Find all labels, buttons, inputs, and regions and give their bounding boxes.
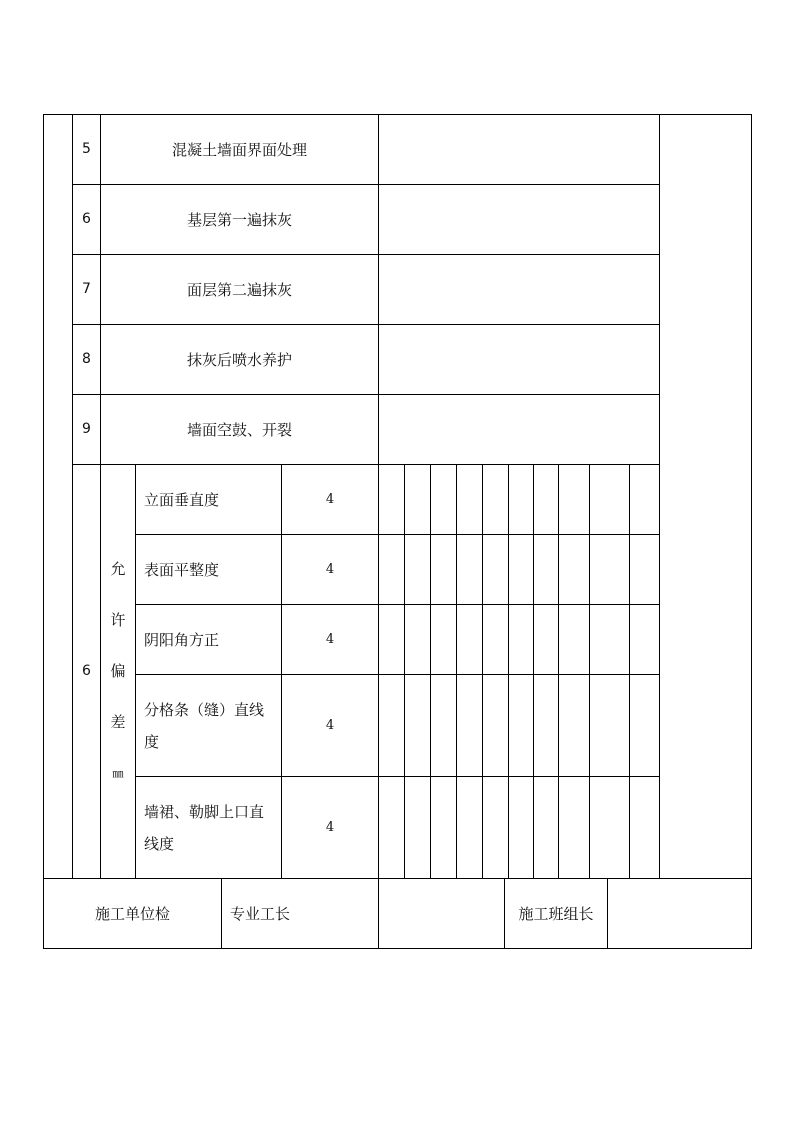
deviation-unit: ㎜ <box>112 767 124 780</box>
measure-cell <box>457 535 483 605</box>
measure-cell <box>431 535 457 605</box>
measure-cell <box>379 777 405 879</box>
deviation-row <box>44 535 752 605</box>
signature-table <box>43 878 752 949</box>
deviation-row <box>44 465 752 535</box>
measure-cell <box>483 675 509 777</box>
item-name: 混凝土墙面界面处理 <box>101 115 379 185</box>
result-cell <box>379 325 660 395</box>
measure-cell <box>534 465 559 535</box>
row-number: 5 <box>73 115 101 185</box>
measure-cell <box>379 605 405 675</box>
measure-cell <box>534 535 559 605</box>
measure-cell <box>405 605 431 675</box>
measure-cell <box>630 605 660 675</box>
measure-cell <box>559 605 590 675</box>
measure-cell <box>509 605 534 675</box>
item-name: 基层第一遍抹灰 <box>101 185 379 255</box>
measure-cell <box>405 465 431 535</box>
deviation-item: 表面平整度 <box>136 535 282 605</box>
deviation-label-char: 允 <box>110 560 126 578</box>
team-leader-label: 施工班组长 <box>505 879 608 949</box>
measure-cell <box>483 535 509 605</box>
deviation-number: 6 <box>73 465 101 879</box>
measure-cell <box>559 465 590 535</box>
deviation-label-char: 差 <box>110 713 126 731</box>
measure-cell <box>379 675 405 777</box>
measure-cell <box>630 777 660 879</box>
deviation-row <box>44 605 752 675</box>
deviation-label-char: 许 <box>110 611 126 629</box>
measure-cell <box>534 675 559 777</box>
row-number: 8 <box>73 325 101 395</box>
measure-cell <box>457 675 483 777</box>
deviation-row <box>44 675 752 777</box>
deviation-row <box>44 777 752 879</box>
measure-cell <box>405 777 431 879</box>
measure-cell <box>379 535 405 605</box>
deviation-item: 立面垂直度 <box>136 465 282 535</box>
measure-cell <box>405 675 431 777</box>
measure-cell <box>457 605 483 675</box>
team-leader-signature-cell[interactable] <box>608 879 752 949</box>
table-row <box>44 325 752 395</box>
table-row <box>44 115 752 185</box>
measure-cell <box>431 465 457 535</box>
item-name: 抹灰后喷水养护 <box>101 325 379 395</box>
measure-cell <box>590 535 630 605</box>
deviation-item: 墙裙、勒脚上口直线度 <box>136 777 282 879</box>
row-number: 7 <box>73 255 101 325</box>
measure-cell <box>534 605 559 675</box>
measure-cell <box>590 777 630 879</box>
measure-cell <box>457 465 483 535</box>
measure-cell <box>630 675 660 777</box>
measure-cell <box>509 465 534 535</box>
measure-cell <box>509 535 534 605</box>
deviation-label <box>101 465 136 879</box>
measure-cell <box>630 535 660 605</box>
measure-cell <box>630 465 660 535</box>
measure-cell <box>483 465 509 535</box>
measure-cell <box>534 777 559 879</box>
measure-cell <box>405 535 431 605</box>
foreman-signature-cell[interactable] <box>379 879 505 949</box>
deviation-item: 分格条（缝）直线度 <box>136 675 282 777</box>
result-cell <box>379 395 660 465</box>
left-margin-cell <box>44 115 73 879</box>
deviation-item: 阴阳角方正 <box>136 605 282 675</box>
measure-cell <box>509 777 534 879</box>
measure-cell <box>559 777 590 879</box>
result-cell <box>379 255 660 325</box>
measure-cell <box>590 465 630 535</box>
result-cell <box>379 115 660 185</box>
table-row <box>44 255 752 325</box>
row-number: 6 <box>73 185 101 255</box>
measure-cell <box>457 777 483 879</box>
remarks-cell <box>660 115 752 879</box>
item-name: 墙面空鼓、开裂 <box>101 395 379 465</box>
measure-cell <box>509 675 534 777</box>
tolerance-value: 4 <box>282 675 379 777</box>
deviation-label-char: 偏 <box>110 662 126 680</box>
measure-cell <box>590 675 630 777</box>
inspect-label: 施工单位检 <box>44 879 222 949</box>
measure-cell <box>559 675 590 777</box>
table-row <box>44 185 752 255</box>
item-name: 面层第二遍抹灰 <box>101 255 379 325</box>
tolerance-value: 4 <box>282 535 379 605</box>
tolerance-value: 4 <box>282 777 379 879</box>
table-row <box>44 395 752 465</box>
measure-cell <box>431 675 457 777</box>
tolerance-value: 4 <box>282 465 379 535</box>
foreman-label: 专业工长 <box>222 879 379 949</box>
measure-cell <box>590 605 630 675</box>
measure-cell <box>483 605 509 675</box>
measure-cell <box>431 605 457 675</box>
row-number: 9 <box>73 395 101 465</box>
measure-cell <box>379 465 405 535</box>
result-cell <box>379 185 660 255</box>
inspection-table <box>43 114 752 879</box>
measure-cell <box>483 777 509 879</box>
signature-row <box>44 879 752 949</box>
measure-cell <box>559 535 590 605</box>
measure-cell <box>431 777 457 879</box>
tolerance-value: 4 <box>282 605 379 675</box>
